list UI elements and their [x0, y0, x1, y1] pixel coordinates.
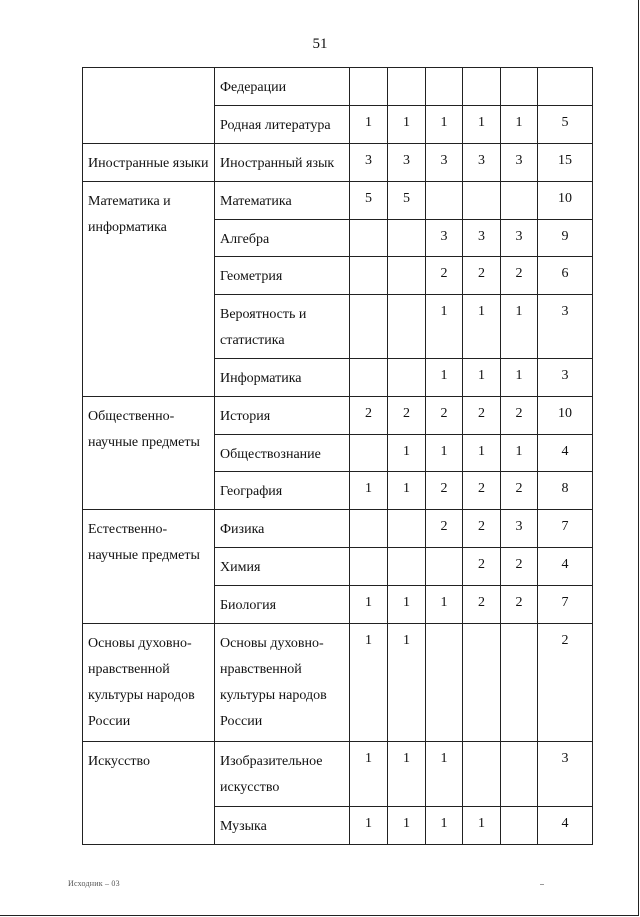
hours-cell: 1 — [426, 586, 463, 624]
hours-cell: 2 — [350, 397, 388, 435]
hours-cell: 2 — [501, 397, 538, 435]
hours-cell — [426, 182, 463, 220]
hours-cell — [501, 182, 538, 220]
hours-cell — [463, 68, 501, 106]
subject-cell: Иностранный язык — [215, 144, 350, 182]
hours-cell — [388, 68, 426, 106]
hours-cell: 1 — [426, 807, 463, 845]
total-cell: 7 — [538, 586, 593, 624]
hours-cell: 3 — [463, 220, 501, 257]
hours-cell: 3 — [463, 144, 501, 182]
table-row — [83, 510, 593, 548]
hours-cell: 1 — [388, 106, 426, 144]
hours-cell: 3 — [426, 144, 463, 182]
hours-cell: 1 — [463, 106, 501, 144]
subject-cell: Алгебра — [215, 220, 350, 257]
hours-cell: 1 — [426, 295, 463, 359]
total-cell: 10 — [538, 182, 593, 220]
hours-cell — [350, 68, 388, 106]
hours-cell: 1 — [501, 106, 538, 144]
subject-cell: Вероятность и статистика — [215, 295, 350, 359]
hours-cell — [501, 624, 538, 742]
page-footer: Исходник – 03 — [68, 879, 120, 888]
hours-cell — [388, 220, 426, 257]
subject-cell: Физика — [215, 510, 350, 548]
hours-cell: 1 — [350, 742, 388, 807]
hours-cell — [501, 742, 538, 807]
hours-cell: 1 — [388, 742, 426, 807]
area-cell: Искусство — [83, 742, 215, 845]
hours-cell: 1 — [501, 295, 538, 359]
table-row — [83, 182, 593, 220]
hours-cell: 2 — [501, 257, 538, 295]
hours-cell: 1 — [388, 586, 426, 624]
hours-cell: 1 — [426, 359, 463, 397]
subject-cell: Федерации — [215, 68, 350, 106]
hours-cell — [463, 742, 501, 807]
hours-cell: 1 — [426, 742, 463, 807]
hours-cell — [350, 435, 388, 472]
area-cell: Иностранные языки — [83, 144, 215, 182]
hours-cell: 1 — [350, 807, 388, 845]
total-cell: 9 — [538, 220, 593, 257]
subject-cell: Геометрия — [215, 257, 350, 295]
hours-cell — [501, 68, 538, 106]
hours-cell: 1 — [463, 359, 501, 397]
hours-cell: 1 — [388, 624, 426, 742]
hours-cell: 1 — [350, 472, 388, 510]
hours-cell: 1 — [388, 472, 426, 510]
hours-cell: 1 — [463, 807, 501, 845]
total-cell: 2 — [538, 624, 593, 742]
area-cell: Общественно-научные предметы — [83, 397, 215, 510]
total-cell: 5 — [538, 106, 593, 144]
table-row — [83, 68, 593, 106]
hours-cell: 2 — [463, 548, 501, 586]
area-cell: Основы духовно-нравственной культуры народов России — [83, 624, 215, 742]
area-cell: Естественно-научные предметы — [83, 510, 215, 624]
hours-cell — [426, 624, 463, 742]
hours-cell: 2 — [426, 510, 463, 548]
hours-cell: 2 — [501, 586, 538, 624]
hours-cell: 1 — [426, 435, 463, 472]
hours-cell: 2 — [463, 257, 501, 295]
hours-cell: 2 — [426, 257, 463, 295]
subject-cell: Биология — [215, 586, 350, 624]
hours-cell: 2 — [388, 397, 426, 435]
total-cell: 6 — [538, 257, 593, 295]
subject-cell: Математика — [215, 182, 350, 220]
total-cell: 4 — [538, 548, 593, 586]
hours-cell — [388, 257, 426, 295]
hours-cell: 2 — [501, 472, 538, 510]
hours-cell — [350, 257, 388, 295]
hours-cell — [463, 624, 501, 742]
scan-speck — [540, 884, 544, 885]
hours-cell: 1 — [350, 586, 388, 624]
hours-cell: 1 — [426, 106, 463, 144]
hours-cell: 2 — [426, 472, 463, 510]
hours-cell: 2 — [501, 548, 538, 586]
hours-cell: 2 — [463, 510, 501, 548]
hours-cell: 1 — [463, 295, 501, 359]
hours-cell — [388, 295, 426, 359]
hours-cell — [426, 68, 463, 106]
subject-cell: Химия — [215, 548, 350, 586]
subject-cell: Музыка — [215, 807, 350, 845]
hours-cell — [463, 182, 501, 220]
hours-cell — [388, 359, 426, 397]
subject-cell: Основы духовно-нравственной культуры народов России — [215, 624, 350, 742]
hours-cell: 1 — [388, 435, 426, 472]
hours-cell: 3 — [501, 220, 538, 257]
total-cell: 4 — [538, 435, 593, 472]
hours-cell: 3 — [388, 144, 426, 182]
hours-cell: 1 — [350, 624, 388, 742]
hours-cell — [350, 548, 388, 586]
total-cell — [538, 68, 593, 106]
hours-cell — [388, 510, 426, 548]
hours-cell: 1 — [463, 435, 501, 472]
hours-cell: 2 — [463, 397, 501, 435]
table-row — [83, 742, 593, 807]
hours-cell: 1 — [388, 807, 426, 845]
total-cell: 10 — [538, 397, 593, 435]
subject-cell: История — [215, 397, 350, 435]
page-number: 51 — [312, 36, 328, 52]
table-row — [83, 624, 593, 742]
subject-cell: Обществознание — [215, 435, 350, 472]
hours-cell: 1 — [350, 106, 388, 144]
hours-cell — [426, 548, 463, 586]
subject-cell: Информатика — [215, 359, 350, 397]
subject-cell: География — [215, 472, 350, 510]
curriculum-table — [82, 67, 593, 845]
hours-cell — [350, 295, 388, 359]
area-cell — [83, 68, 215, 144]
hours-cell — [501, 807, 538, 845]
area-cell: Математика и информатика — [83, 182, 215, 397]
hours-cell: 2 — [463, 586, 501, 624]
hours-cell: 5 — [388, 182, 426, 220]
hours-cell: 3 — [426, 220, 463, 257]
hours-cell: 1 — [501, 435, 538, 472]
hours-cell: 1 — [501, 359, 538, 397]
hours-cell: 2 — [463, 472, 501, 510]
total-cell: 15 — [538, 144, 593, 182]
hours-cell: 3 — [501, 510, 538, 548]
total-cell: 7 — [538, 510, 593, 548]
hours-cell — [388, 548, 426, 586]
table-row — [83, 397, 593, 435]
total-cell: 3 — [538, 359, 593, 397]
total-cell: 3 — [538, 742, 593, 807]
total-cell: 3 — [538, 295, 593, 359]
table-row — [83, 144, 593, 182]
hours-cell: 3 — [501, 144, 538, 182]
hours-cell: 2 — [426, 397, 463, 435]
hours-cell — [350, 359, 388, 397]
hours-cell: 5 — [350, 182, 388, 220]
hours-cell — [350, 510, 388, 548]
hours-cell: 3 — [350, 144, 388, 182]
subject-cell: Изобразительное искусство — [215, 742, 350, 807]
total-cell: 8 — [538, 472, 593, 510]
hours-cell — [350, 220, 388, 257]
subject-cell: Родная литература — [215, 106, 350, 144]
total-cell: 4 — [538, 807, 593, 845]
